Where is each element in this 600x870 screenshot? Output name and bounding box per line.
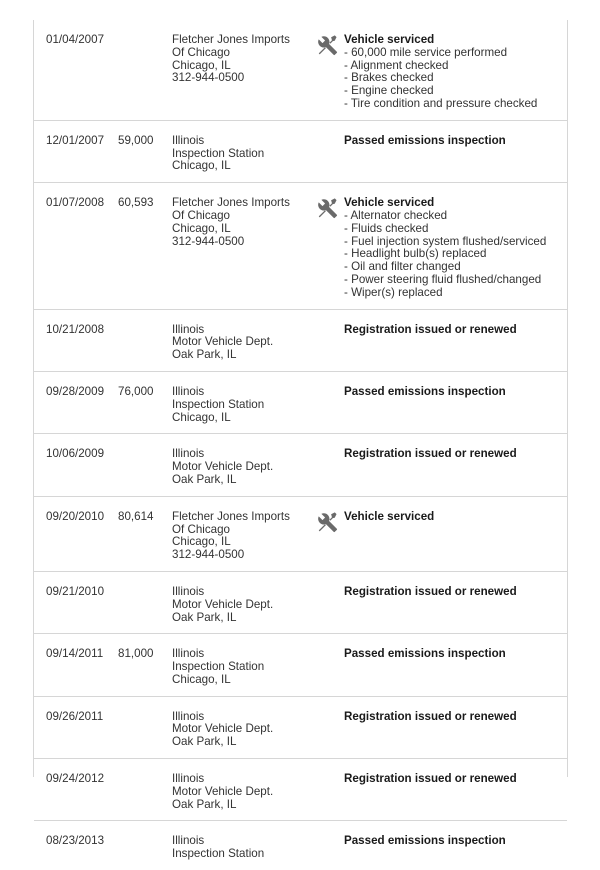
record-source xyxy=(172,773,312,811)
record-icon-cell xyxy=(312,711,344,749)
record-source xyxy=(172,34,312,111)
source-line: Oak Park, IL xyxy=(172,610,237,624)
record-details xyxy=(344,324,567,362)
record-title: Passed emissions inspection xyxy=(344,384,506,398)
source-line: Inspection Station xyxy=(172,146,265,160)
record-details xyxy=(344,197,567,299)
record-mileage xyxy=(118,448,172,486)
record-detail-line: - Alignment checked xyxy=(344,58,449,72)
source-line: Illinois xyxy=(172,322,205,336)
source-line: Oak Park, IL xyxy=(172,797,237,811)
history-record-row xyxy=(34,310,567,372)
source-line: Oak Park, IL xyxy=(172,472,237,486)
record-detail-line: - Headlight bulb(s) replaced xyxy=(344,247,487,261)
source-line: Chicago, IL xyxy=(172,410,231,424)
history-record-row xyxy=(34,20,567,121)
source-line: Inspection Station xyxy=(172,847,265,861)
source-line: Illinois xyxy=(172,447,205,461)
source-line: Motor Vehicle Dept. xyxy=(172,784,274,798)
record-date: 09/21/2010 xyxy=(46,584,105,598)
source-line: Illinois xyxy=(172,709,205,723)
record-title: Registration issued or renewed xyxy=(344,322,517,336)
wrench-screwdriver-icon xyxy=(316,511,338,533)
record-detail-line: - Fuel injection system flushed/serviced xyxy=(344,234,547,248)
record-source xyxy=(172,711,312,749)
record-detail-line: - Fluids checked xyxy=(344,221,429,235)
record-mileage xyxy=(118,773,172,811)
record-date: 09/24/2012 xyxy=(46,772,105,786)
record-mileage xyxy=(118,711,172,749)
source-line: Of Chicago xyxy=(172,522,230,536)
record-icon-cell xyxy=(312,773,344,811)
record-title: Passed emissions inspection xyxy=(344,834,506,848)
source-line: 312-944-0500 xyxy=(172,548,245,562)
source-line: Inspection Station xyxy=(172,660,265,674)
record-icon-cell xyxy=(312,448,344,486)
record-icon-cell xyxy=(312,386,344,424)
source-line: Of Chicago xyxy=(172,208,230,222)
history-record-row xyxy=(34,759,567,821)
record-detail-line: - Wiper(s) replaced xyxy=(344,285,443,299)
record-mileage xyxy=(118,586,172,624)
history-record-row xyxy=(34,572,567,634)
source-line: Of Chicago xyxy=(172,45,230,59)
record-title: Vehicle serviced xyxy=(344,33,435,46)
history-record-row xyxy=(34,121,567,183)
record-date: 08/23/2013 xyxy=(46,834,105,848)
record-mileage xyxy=(118,324,172,362)
record-date: 09/14/2011 xyxy=(46,647,104,661)
record-date: 09/20/2010 xyxy=(46,509,105,523)
record-details xyxy=(344,773,567,811)
history-record-row xyxy=(34,372,567,434)
history-record-row xyxy=(34,821,567,870)
record-icon-cell xyxy=(312,197,344,299)
record-source xyxy=(172,197,312,299)
record-details xyxy=(344,711,567,749)
record-source xyxy=(172,586,312,624)
source-line: Illinois xyxy=(172,834,205,848)
record-icon-cell xyxy=(312,835,344,861)
source-line: Fletcher Jones Imports xyxy=(172,509,290,523)
source-line: Chicago, IL xyxy=(172,672,231,686)
record-source xyxy=(172,386,312,424)
history-record-row xyxy=(34,434,567,496)
history-record-row xyxy=(34,183,567,309)
record-date: 01/04/2007 xyxy=(46,33,105,46)
record-detail-line: - Oil and filter changed xyxy=(344,260,461,274)
vehicle-history-table xyxy=(33,20,568,861)
history-record-row xyxy=(34,497,567,572)
history-record-row xyxy=(34,634,567,696)
record-icon-cell xyxy=(312,324,344,362)
record-mileage: 76,000 xyxy=(118,384,154,398)
source-line: Motor Vehicle Dept. xyxy=(172,460,274,474)
source-line: Illinois xyxy=(172,647,205,661)
record-details xyxy=(344,386,567,424)
record-date: 10/21/2008 xyxy=(46,322,105,336)
record-title: Vehicle serviced xyxy=(344,509,435,523)
record-date: 10/06/2009 xyxy=(46,447,105,461)
record-details xyxy=(344,34,567,111)
source-line: Motor Vehicle Dept. xyxy=(172,722,274,736)
record-title: Registration issued or renewed xyxy=(344,709,517,723)
record-source xyxy=(172,511,312,562)
record-details xyxy=(344,135,567,173)
record-icon-cell xyxy=(312,511,344,562)
record-details xyxy=(344,835,567,861)
record-icon-cell xyxy=(312,648,344,686)
record-detail-line: - Brakes checked xyxy=(344,71,434,85)
source-line: 312-944-0500 xyxy=(172,71,245,85)
record-detail-line: - Alternator checked xyxy=(344,208,448,222)
record-detail-line: - Tire condition and pressure checked xyxy=(344,96,538,110)
source-line: Chicago, IL xyxy=(172,221,231,235)
record-detail-line: - Engine checked xyxy=(344,84,434,98)
record-title: Passed emissions inspection xyxy=(344,133,506,147)
source-line: 312-944-0500 xyxy=(172,234,245,248)
record-detail-line: - Power steering fluid flushed/changed xyxy=(344,272,542,286)
record-date: 09/28/2009 xyxy=(46,384,105,398)
record-mileage: 80,614 xyxy=(118,509,154,523)
record-source xyxy=(172,448,312,486)
record-source xyxy=(172,324,312,362)
record-mileage: 59,000 xyxy=(118,133,154,147)
wrench-screwdriver-icon xyxy=(316,197,338,219)
source-line: Chicago, IL xyxy=(172,535,231,549)
source-line: Oak Park, IL xyxy=(172,348,237,362)
record-detail-line: - 60,000 mile service performed xyxy=(344,45,508,59)
source-line: Illinois xyxy=(172,584,205,598)
record-mileage xyxy=(118,835,172,861)
source-line: Fletcher Jones Imports xyxy=(172,33,290,46)
record-details xyxy=(344,586,567,624)
record-source xyxy=(172,835,312,861)
record-date: 09/26/2011 xyxy=(46,709,104,723)
source-line: Illinois xyxy=(172,772,205,786)
record-title: Vehicle serviced xyxy=(344,196,435,210)
record-icon-cell xyxy=(312,586,344,624)
source-line: Motor Vehicle Dept. xyxy=(172,335,274,349)
record-mileage: 81,000 xyxy=(118,647,154,661)
record-icon-cell xyxy=(312,135,344,173)
source-line: Chicago, IL xyxy=(172,159,231,173)
record-title: Registration issued or renewed xyxy=(344,447,517,461)
source-line: Fletcher Jones Imports xyxy=(172,196,290,210)
history-record-row xyxy=(34,697,567,759)
record-details xyxy=(344,511,567,562)
source-line: Oak Park, IL xyxy=(172,735,237,749)
record-source xyxy=(172,135,312,173)
record-mileage xyxy=(118,34,172,111)
record-details xyxy=(344,448,567,486)
record-title: Passed emissions inspection xyxy=(344,647,506,661)
record-date: 01/07/2008 xyxy=(46,196,105,210)
record-title: Registration issued or renewed xyxy=(344,772,517,786)
record-details xyxy=(344,648,567,686)
source-line: Motor Vehicle Dept. xyxy=(172,597,274,611)
source-line: Illinois xyxy=(172,133,205,147)
source-line: Illinois xyxy=(172,384,205,398)
wrench-screwdriver-icon xyxy=(316,34,338,56)
record-date: 12/01/2007 xyxy=(46,133,105,147)
record-source xyxy=(172,648,312,686)
source-line: Chicago, IL xyxy=(172,58,231,72)
record-title: Registration issued or renewed xyxy=(344,584,517,598)
record-icon-cell xyxy=(312,34,344,111)
source-line: Inspection Station xyxy=(172,397,265,411)
record-mileage: 60,593 xyxy=(118,196,154,210)
